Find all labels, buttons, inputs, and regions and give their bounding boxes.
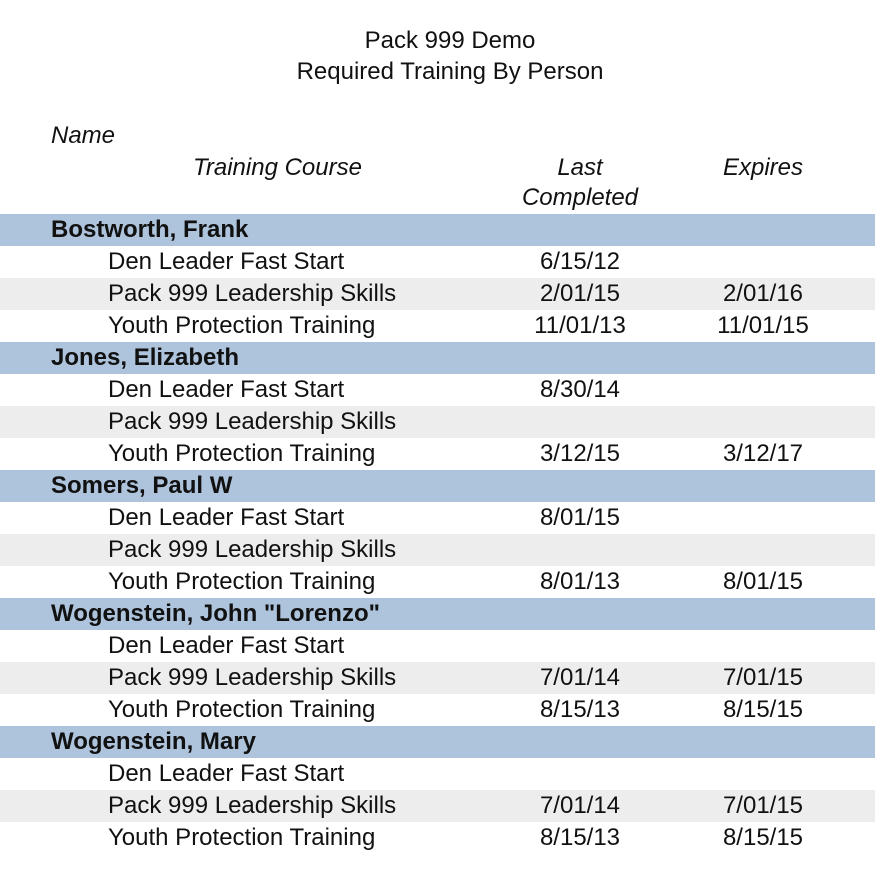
- report-subtitle: Required Training By Person: [296, 58, 604, 85]
- expires-date: 11/01/15: [717, 312, 809, 339]
- training-course-name: Youth Protection Training: [108, 696, 376, 723]
- training-course-name: Youth Protection Training: [108, 824, 376, 851]
- person-name: Jones, Elizabeth: [51, 344, 240, 371]
- training-row: [0, 662, 875, 694]
- training-course-name: Youth Protection Training: [108, 568, 376, 595]
- training-course-name: Den Leader Fast Start: [108, 632, 345, 659]
- last-completed-date: 11/01/13: [534, 312, 626, 339]
- person-header-row: [0, 342, 875, 374]
- expires-date: 3/12/17: [722, 440, 804, 467]
- person-name: Wogenstein, Mary: [51, 728, 256, 755]
- training-row: [0, 534, 875, 566]
- last-completed-date: 8/15/13: [539, 824, 621, 851]
- training-row: [0, 694, 875, 726]
- training-course-name: Pack 999 Leadership Skills: [108, 280, 397, 307]
- last-completed-date: 6/15/12: [539, 248, 621, 275]
- training-course-name: Den Leader Fast Start: [108, 760, 345, 787]
- person-header-row: [0, 598, 875, 630]
- person-name: Wogenstein, John "Lorenzo": [51, 600, 380, 627]
- training-course-name: Youth Protection Training: [108, 312, 376, 339]
- training-row: [0, 566, 875, 598]
- column-header-last-line2: Completed: [521, 184, 639, 211]
- training-row: [0, 758, 875, 790]
- expires-date: 2/01/16: [722, 280, 804, 307]
- last-completed-date: 2/01/15: [539, 280, 621, 307]
- training-row: [0, 406, 875, 438]
- last-completed-date: 7/01/14: [539, 792, 621, 819]
- expires-date: 7/01/15: [722, 664, 804, 691]
- person-name: Bostworth, Frank: [51, 216, 249, 243]
- column-header-name: Name: [51, 122, 116, 149]
- training-row: [0, 278, 875, 310]
- person-header-row: [0, 470, 875, 502]
- expires-date: 8/15/15: [722, 824, 804, 851]
- last-completed-date: 3/12/15: [539, 440, 621, 467]
- training-course-name: Youth Protection Training: [108, 440, 376, 467]
- column-header-last-completed: [500, 153, 660, 213]
- training-table: [0, 214, 875, 854]
- person-header-row: [0, 726, 875, 758]
- training-course-name: Pack 999 Leadership Skills: [108, 664, 397, 691]
- last-completed-date: 7/01/14: [539, 664, 621, 691]
- training-row: [0, 246, 875, 278]
- column-header-last-line1: Last: [557, 154, 603, 181]
- person-name: Somers, Paul W: [51, 472, 233, 499]
- training-course-name: Den Leader Fast Start: [108, 248, 345, 275]
- last-completed-date: 8/15/13: [539, 696, 621, 723]
- column-header-expires: Expires: [722, 154, 804, 181]
- last-completed-date: 8/01/13: [539, 568, 621, 595]
- training-row: [0, 438, 875, 470]
- training-course-name: Pack 999 Leadership Skills: [108, 536, 397, 563]
- training-course-name: Den Leader Fast Start: [108, 376, 345, 403]
- training-course-name: Pack 999 Leadership Skills: [108, 408, 397, 435]
- training-row: [0, 502, 875, 534]
- training-course-name: Pack 999 Leadership Skills: [108, 792, 397, 819]
- last-completed-date: 8/01/15: [539, 504, 621, 531]
- expires-date: 8/15/15: [722, 696, 804, 723]
- training-row: [0, 630, 875, 662]
- column-header-training-course: Training Course: [193, 154, 362, 181]
- person-header-row: [0, 214, 875, 246]
- last-completed-date: 8/30/14: [539, 376, 621, 403]
- report-title: Pack 999 Demo: [364, 27, 536, 54]
- training-row: [0, 822, 875, 854]
- training-row: [0, 310, 875, 342]
- training-course-name: Den Leader Fast Start: [108, 504, 345, 531]
- training-row: [0, 374, 875, 406]
- expires-date: 8/01/15: [722, 568, 804, 595]
- expires-date: 7/01/15: [722, 792, 804, 819]
- training-row: [0, 790, 875, 822]
